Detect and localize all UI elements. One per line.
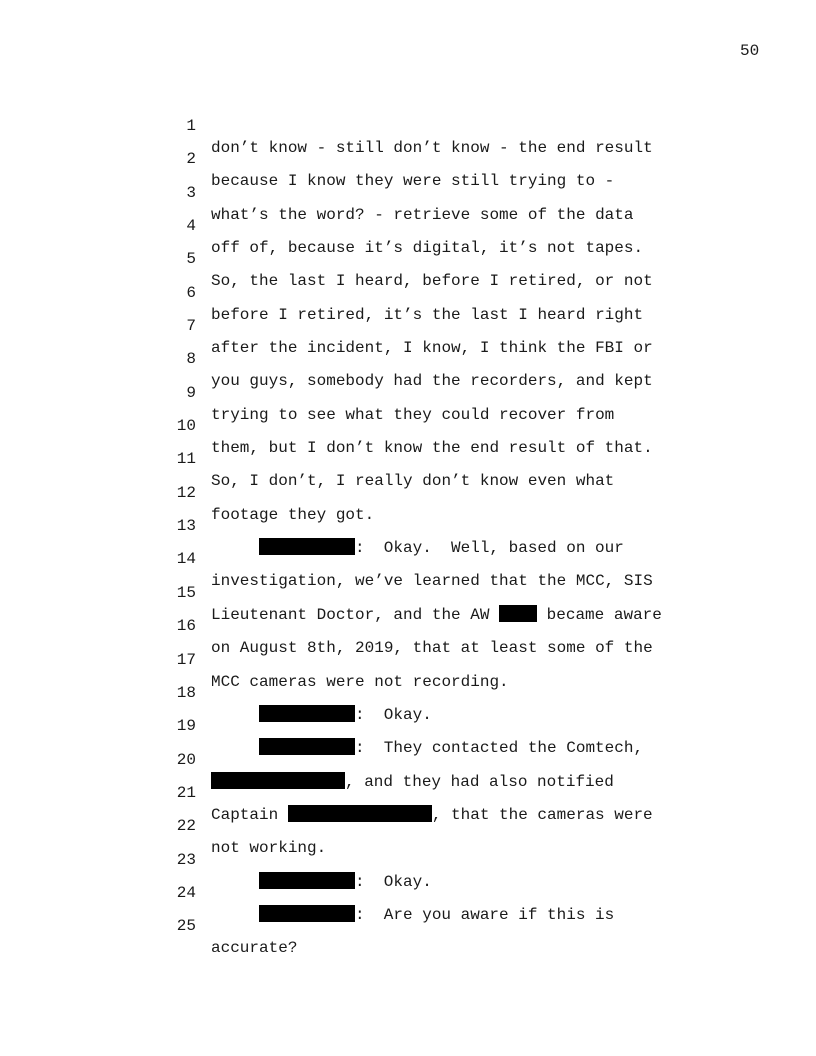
line-number: 18 <box>176 683 196 702</box>
transcript-line <box>170 193 690 258</box>
speaker-text: : They contacted the Comtech, <box>355 739 644 758</box>
line-text-after: became aware <box>537 605 662 624</box>
line-number: 11 <box>176 450 196 469</box>
line-text: on August 8th, 2019, that at least some of the <box>211 639 653 658</box>
line-number: 8 <box>186 350 196 369</box>
transcript-line <box>170 326 690 391</box>
line-text: you guys, somebody had the recorders, and kept <box>211 372 653 391</box>
transcript-line <box>170 93 690 157</box>
line-number: 4 <box>186 217 196 236</box>
line-text: accurate? <box>211 939 298 958</box>
line-text: trying to see what they could recover from <box>211 405 615 424</box>
transcript-line <box>170 660 690 724</box>
line-number: 22 <box>176 817 196 836</box>
line-text-before: Captain <box>211 805 288 824</box>
line-number: 20 <box>176 750 196 769</box>
line-number: 17 <box>176 650 196 669</box>
line-text: what’s the word? - retrieve some of the data <box>211 205 634 224</box>
line-text-after: , that the cameras were <box>431 805 653 824</box>
transcript-line <box>170 426 690 491</box>
transcript-line <box>170 226 690 291</box>
transcript-line <box>170 393 690 458</box>
transcript-line <box>170 827 690 891</box>
line-number: 3 <box>186 183 196 202</box>
line-text: because I know they were still trying to - <box>211 172 615 191</box>
line-number: 19 <box>176 717 196 736</box>
transcript-line <box>170 727 690 791</box>
line-text: footage they got. <box>211 505 375 524</box>
line-text: investigation, we’ve learned that the MCC, SIS <box>211 572 653 591</box>
line-number: 10 <box>176 417 196 436</box>
line-text: not working. <box>211 839 327 858</box>
line-number: 7 <box>186 317 196 336</box>
line-number: 23 <box>176 850 196 869</box>
transcript-line <box>170 493 690 558</box>
line-number: 21 <box>176 783 196 802</box>
line-number: 16 <box>176 617 196 636</box>
transcript-line <box>170 293 690 358</box>
line-number: 24 <box>176 883 196 902</box>
line-number: 6 <box>186 283 196 302</box>
line-number: 12 <box>176 483 196 502</box>
page-number: 50 <box>740 42 760 60</box>
transcript-line <box>170 693 690 758</box>
speaker-text: : Are you aware if this is <box>355 905 615 924</box>
transcript-line <box>170 860 690 924</box>
transcript-line <box>170 593 690 658</box>
line-text: So, I don’t, I really don’t know even what <box>211 472 615 491</box>
transcript-line <box>170 126 690 191</box>
line-number: 5 <box>186 250 196 269</box>
transcript-line <box>170 760 690 824</box>
transcript-line <box>170 260 690 324</box>
line-number: 13 <box>176 517 196 536</box>
line-text: MCC cameras were not recording. <box>211 672 509 691</box>
line-text: don’t know - still don’t know - the end result <box>211 139 653 157</box>
line-text: before I retired, it’s the last I heard right <box>211 305 644 324</box>
transcript-line <box>170 793 690 858</box>
speaker-text: : Okay. <box>355 872 432 891</box>
transcript-line <box>170 627 690 691</box>
line-number: 2 <box>186 150 196 169</box>
line-number: 1 <box>186 117 196 135</box>
line-text-before: Lieutenant Doctor, and the AW <box>211 605 500 624</box>
transcript-line <box>170 360 690 424</box>
line-number: 14 <box>176 550 196 569</box>
line-text: after the incident, I know, I think the FBI or <box>211 339 653 358</box>
line-number: 15 <box>176 583 196 602</box>
transcript-line <box>170 160 690 224</box>
transcript-line <box>170 526 690 591</box>
line-number: 25 <box>176 917 196 936</box>
transcript-line <box>170 560 690 624</box>
speaker-text: : Okay. Well, based on our <box>355 539 624 558</box>
line-text: off of, because it’s digital, it’s not tapes. <box>211 239 644 258</box>
line-text: them, but I don’t know the end result of that. <box>211 439 653 458</box>
transcript-line <box>170 893 690 958</box>
transcript-line <box>170 460 690 524</box>
line-number: 9 <box>186 383 196 402</box>
speaker-text: : Okay. <box>355 705 432 724</box>
line-text-after: , and they had also notified <box>345 772 614 791</box>
line-text: So, the last I heard, before I retired, or not <box>211 272 653 291</box>
transcript-body <box>170 93 690 958</box>
